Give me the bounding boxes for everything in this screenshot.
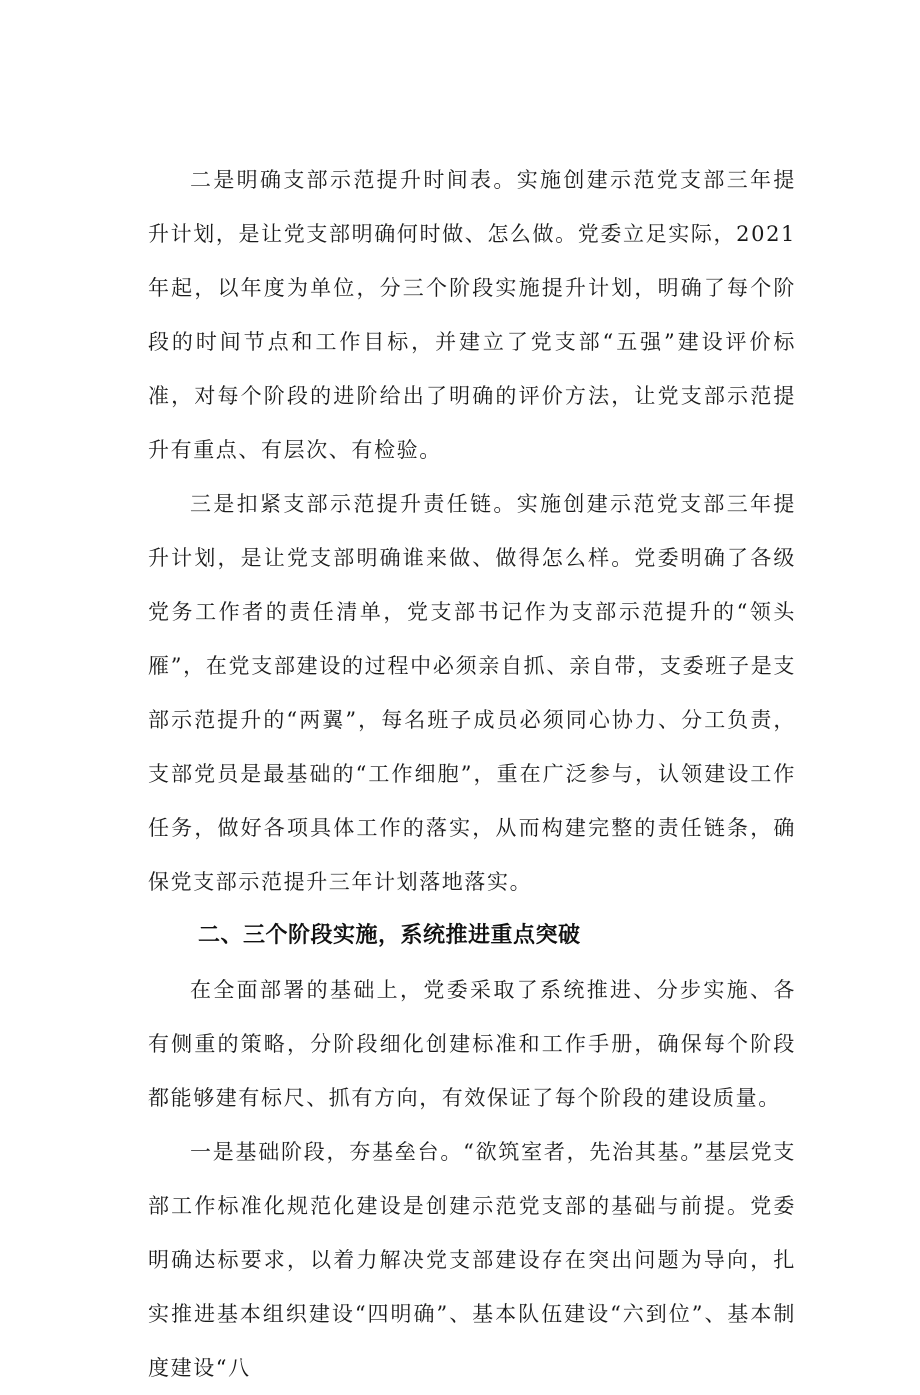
paragraph-responsibility-chain: 三是扣紧支部示范提升责任链。实施创建示范党支部三年提升计划，是让党支部明确谁来做、做得怎么样。党委明确了各级党务工作者的责任清单，党支部书记作为支部示范提升的“领头雁”，在党支部建设的过程中必须亲自抓、亲自带，支委班子是支部示范提升的“两翼”，每名班子成员必须同心协力、分工负责，支部党员是最基础的“工作细胞”，重在广泛参与，认领建设工作任务，做好各项具体工作的落实，从而构建完整的责任链条，确保党支部示范提升三年计划落地落实。 [148,492,796,894]
paragraph-overview: 在全面部署的基础上，党委采取了系统推进、分步实施、各有侧重的策略，分阶段细化创建标准和工作手册，确保每个阶段都能够建有标尺、抓有方向，有效保证了每个阶段的建设质量。 [148,978,796,1110]
paragraph-foundation-stage: 一是基础阶段，夯基垒台。“欲筑室者，先治其基。”基层党支部工作标准化规范化建设是创建示范党支部的基础与前提。党委明确达标要求，以着力解决党支部建设存在突出问题为导向，扎实推进基本组织建设“四明确”、基本队伍建设“六到位”、基本制度建设“八 [148,1140,796,1380]
section-heading: 二、三个阶段实施，系统推进重点突破 [198,923,581,948]
paragraph-timeline: 二是明确支部示范提升时间表。实施创建示范党支部三年提升计划，是让党支部明确何时做、怎么做。党委立足实际，2021年起，以年度为单位，分三个阶段实施提升计划，明确了每个阶段的时间节点和工作目标，并建立了党支部“五强”建设评价标准，对每个阶段的进阶给出了明确的评价方法，让党支部示范提升有重点、有层次、有检验。 [148,168,796,462]
document-body [148,153,796,1395]
